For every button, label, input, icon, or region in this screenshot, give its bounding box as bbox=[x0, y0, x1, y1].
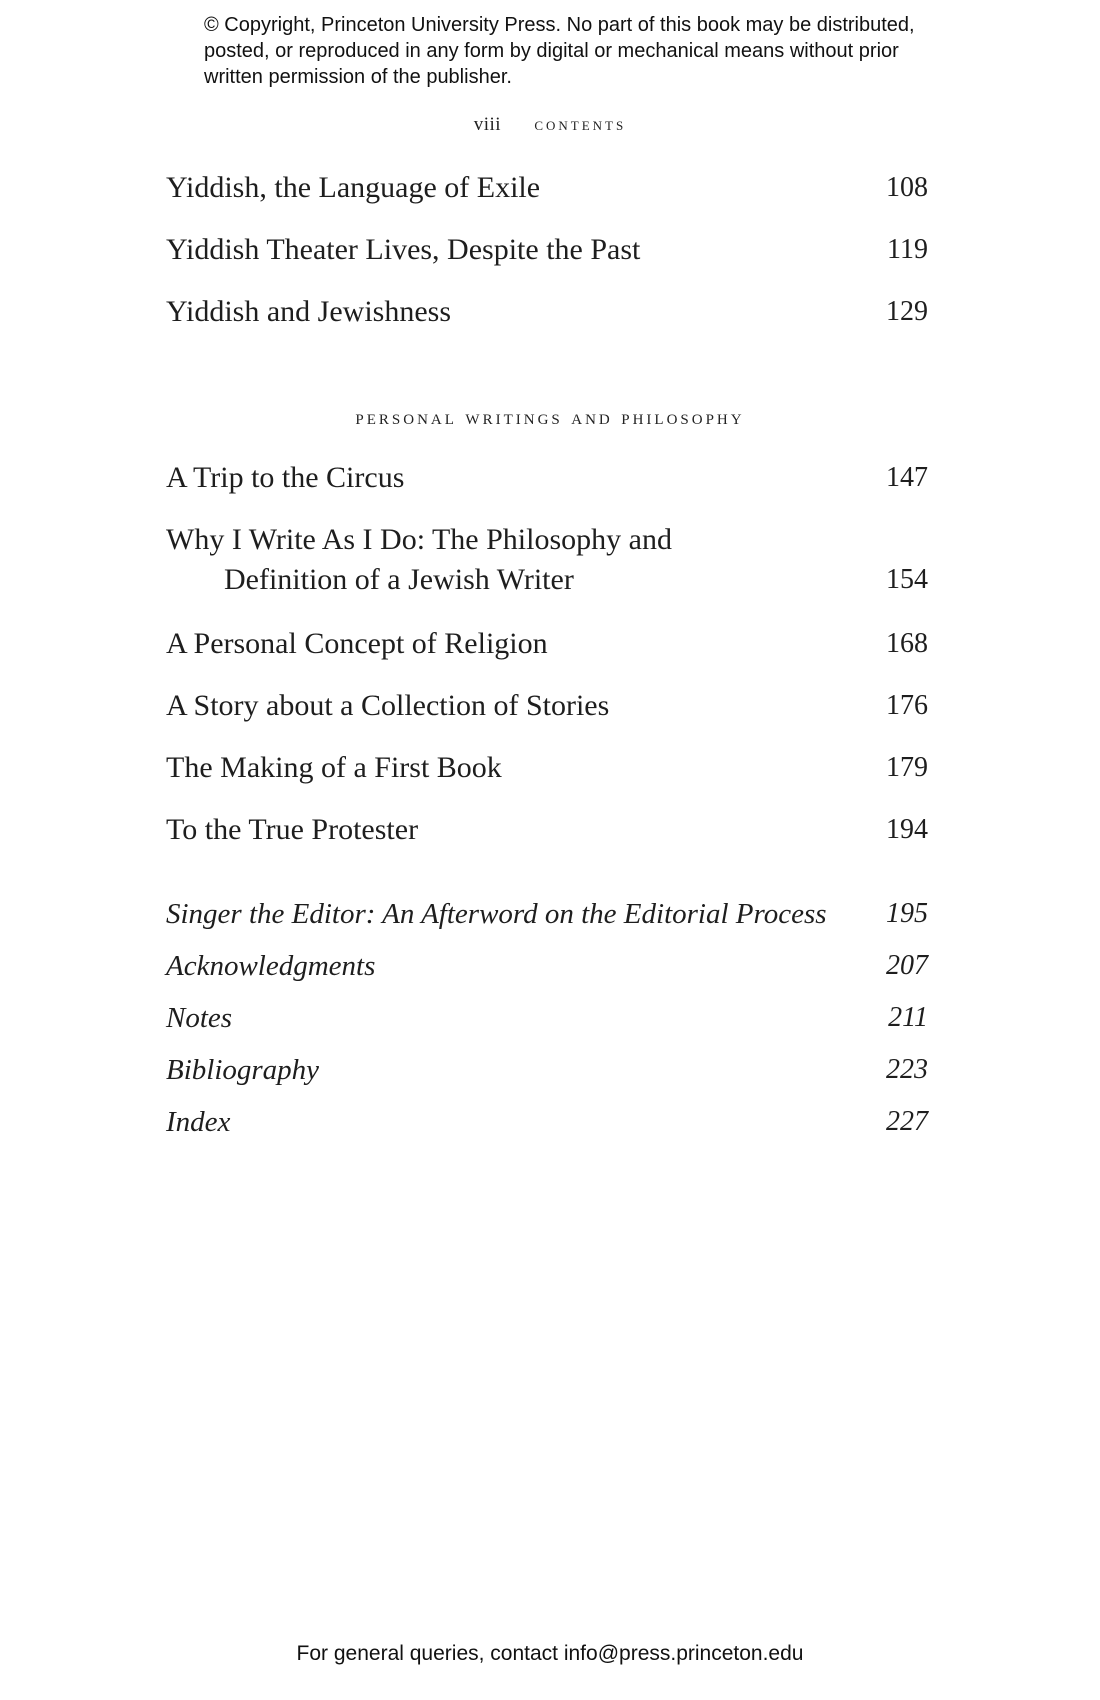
toc-entry-page: 176 bbox=[886, 690, 928, 721]
toc-entry-page: 108 bbox=[886, 172, 928, 203]
toc-entry-title: Yiddish Theater Lives, Despite the Past bbox=[166, 233, 641, 266]
toc-entry-title bbox=[166, 520, 928, 600]
toc-entry bbox=[166, 748, 928, 788]
toc-entry-page: 223 bbox=[886, 1054, 928, 1085]
toc-entry-back-matter bbox=[166, 894, 928, 934]
toc-entry-back-matter bbox=[166, 946, 928, 986]
running-head bbox=[0, 114, 1100, 136]
toc-entry bbox=[166, 686, 928, 726]
page-folio: viii bbox=[473, 114, 502, 135]
toc-entry-title: A Story about a Collection of Stories bbox=[166, 689, 610, 722]
toc-entry-title: A Trip to the Circus bbox=[166, 461, 405, 494]
toc-entry-page: 154 bbox=[886, 564, 928, 595]
toc-entry-title: Index bbox=[166, 1106, 231, 1138]
running-head-title: contents bbox=[534, 114, 627, 135]
toc-entry-page: 129 bbox=[886, 296, 928, 327]
toc-entry bbox=[166, 458, 928, 498]
toc-entry bbox=[166, 810, 928, 850]
toc-entry-page: 168 bbox=[886, 628, 928, 659]
toc-entry-title: Bibliography bbox=[166, 1054, 320, 1086]
toc-entry-page: 179 bbox=[886, 752, 928, 783]
toc-entry-page: 211 bbox=[888, 1002, 928, 1033]
toc-entry-title-continuation: Definition of a Jewish Writer bbox=[224, 563, 574, 596]
toc-entry-page: 194 bbox=[886, 814, 928, 845]
toc-entry bbox=[166, 520, 928, 600]
toc-entry-back-matter bbox=[166, 1050, 928, 1090]
toc-entry-title: Notes bbox=[166, 1002, 233, 1034]
toc-entry-back-matter bbox=[166, 998, 928, 1038]
toc-entry-page: 147 bbox=[886, 462, 928, 493]
toc-entry-page: 207 bbox=[886, 950, 928, 981]
copyright-notice: © Copyright, Princeton University Press. No part of this book may be distributed, posted, or reproduced in any form by digital or mechanical means without prior written permission of the publisher. bbox=[204, 14, 915, 88]
toc-entry bbox=[166, 168, 928, 208]
toc-entry-page: 195 bbox=[886, 898, 928, 929]
toc-entry-title: Yiddish and Jewishness bbox=[166, 295, 451, 328]
toc-entry-title: To the True Protester bbox=[166, 813, 419, 846]
toc-entry-title: Yiddish, the Language of Exile bbox=[166, 171, 541, 204]
toc-entry-page: 227 bbox=[886, 1106, 928, 1137]
toc-entry-title: Singer the Editor: An Afterword on the Editorial Process bbox=[166, 898, 827, 930]
toc-entry-back-matter bbox=[166, 1102, 928, 1142]
toc-entry-title: The Making of a First Book bbox=[166, 751, 502, 784]
toc-entry-page: 119 bbox=[887, 234, 928, 265]
toc-entry-title: Acknowledgments bbox=[166, 950, 376, 982]
footer-contact: For general queries, contact info@press.princeton.edu bbox=[296, 1642, 804, 1665]
toc-entry-title: A Personal Concept of Religion bbox=[166, 627, 548, 660]
toc-entry bbox=[166, 624, 928, 664]
section-heading: personal writings and philosophy bbox=[355, 404, 745, 429]
toc-entry bbox=[166, 292, 928, 332]
toc-entry bbox=[166, 230, 928, 270]
toc-entry-title-line: Why I Write As I Do: The Philosophy and bbox=[166, 523, 672, 556]
